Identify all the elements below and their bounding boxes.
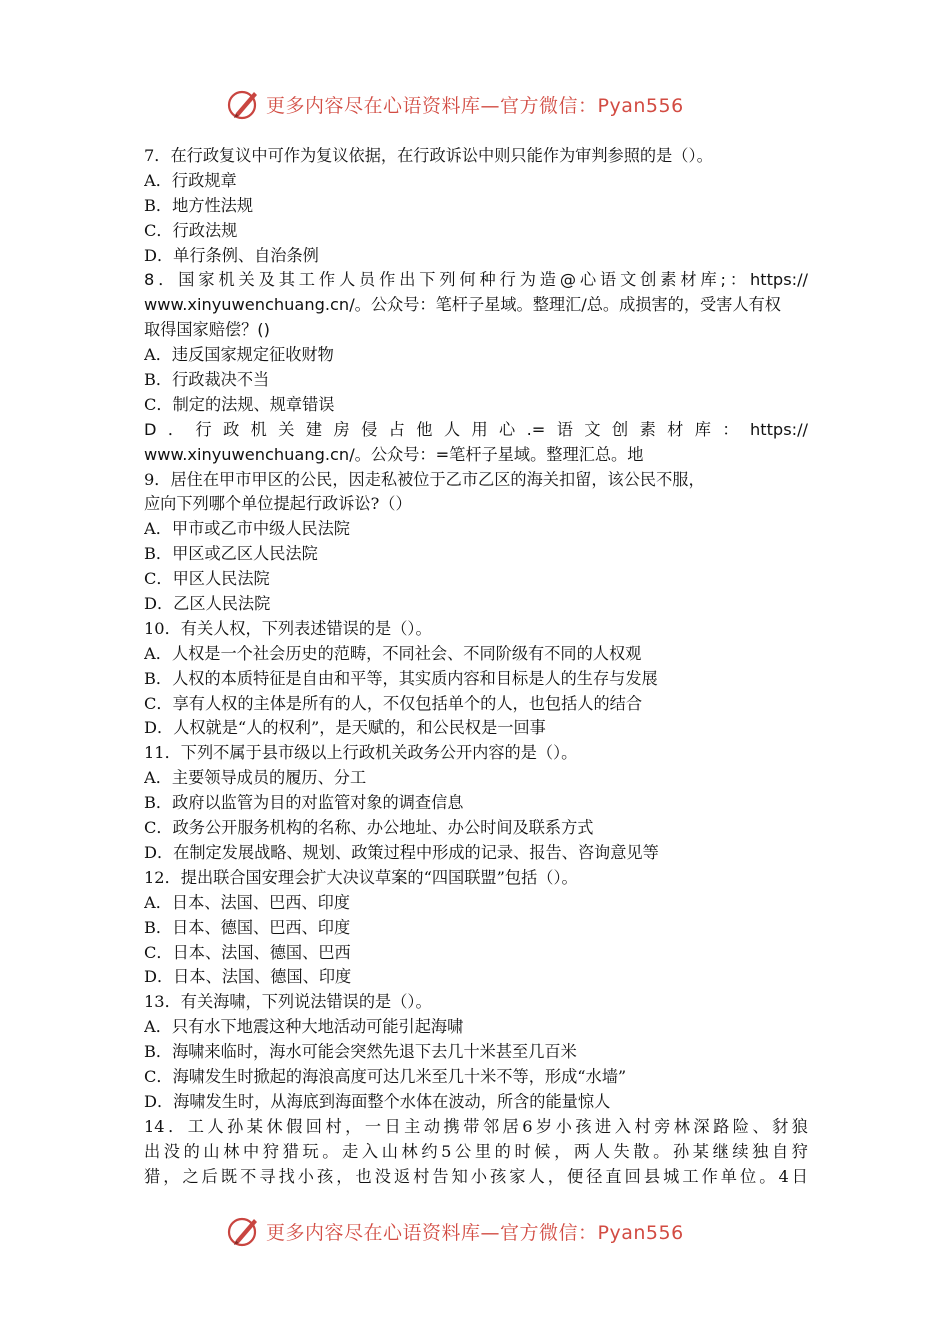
option-line: D．海啸发生时，从海底到海面整个水体在波动，所含的能量惊人	[144, 1091, 611, 1111]
option-line: A．甲市或乙市中级人民法院	[144, 519, 350, 539]
question-12-stem: 12．提出联合国安理会扩大决议草案的“四国联盟”包括（）。	[144, 867, 578, 887]
option-line: A．只有水下地震这种大地活动可能引起海啸	[144, 1017, 464, 1037]
banner-text: 更多内容尽在心语资料库—官方微信：Pyan556	[266, 94, 684, 117]
banner-text: 更多内容尽在心语资料库—官方微信：Pyan556	[266, 1221, 684, 1244]
option-line: B．行政裁决不当	[144, 370, 270, 390]
question-13-stem: 13．有关海啸，下列说法错误的是（）。	[144, 992, 432, 1012]
question-11-stem: 11．下列不属于县市级以上行政机关政务公开内容的是（）。	[144, 743, 578, 763]
option-line: D．在制定发展战略、规划、政策过程中形成的记录、报告、咨询意见等	[144, 842, 659, 862]
option-line: A．违反国家规定征收财物	[144, 345, 334, 365]
question-8-stem-cont: www.xinyuwenchuang.cn/。公众号：笔杆子星域。整理汇/总。成损害的，受害人有权	[144, 295, 781, 315]
question-14-stem-cont: 出没的山林中狩猎玩。走入山林约5公里的时候，两人失散。孙某继续独自狩	[144, 1141, 808, 1161]
option-line: B．人权的本质特征是自由和平等，其实质内容和目标是人的生存与发展	[144, 668, 658, 688]
option-line: C．海啸发生时掀起的海浪高度可达几米至几十米不等，形成“水墙”	[144, 1066, 627, 1086]
document-body	[144, 144, 808, 1189]
question-14-stem-cont: 猎，之后既不寻找小孩，也没返村告知小孩家人，便径直回县城工作单位。4日	[144, 1166, 808, 1186]
option-line: C．日本、法国、德国、巴西	[144, 942, 351, 962]
option-line: C．享有人权的主体是所有的人，不仅包括单个的人，也包括人的结合	[144, 693, 643, 713]
footer-watermark-banner	[226, 1211, 726, 1251]
option-line: C．政务公开服务机构的名称、办公地址、办公时间及联系方式	[144, 818, 594, 838]
option-line: A．行政规章	[144, 170, 237, 190]
option-line: B．政府以监管为目的对监管对象的调查信息	[144, 793, 464, 813]
red-pen-circle-logo-icon	[226, 1213, 262, 1249]
option-line: A．主要领导成员的履历、分工	[144, 768, 367, 788]
question-14-stem: 14．工人孙某休假回村，一日主动携带邻居6岁小孩进入村旁林深路险、豺狼	[144, 1116, 808, 1136]
option-line: D．人权就是“人的权利”，是天赋的，和公民权是一回事	[144, 718, 546, 738]
question-10-stem: 10．有关人权，下列表述错误的是（）。	[144, 618, 432, 638]
option-line: D．乙区人民法院	[144, 594, 271, 614]
option-line: D．日本、法国、德国、印度	[144, 967, 352, 987]
option-line: D．单行条例、自治条例	[144, 245, 319, 265]
header-watermark-banner	[226, 84, 726, 124]
question-8-stem-cont: 取得国家赔偿？()	[144, 320, 270, 340]
option-line: C．行政法规	[144, 220, 238, 240]
option-line: B．地方性法规	[144, 195, 254, 215]
option-line: B．海啸来临时，海水可能会突然先退下去几十米甚至几百米	[144, 1042, 577, 1062]
option-line-watermarked: D．行政机关建房侵占他人用心.=语文创素材库：https://	[144, 419, 808, 439]
option-line: A．日本、法国、巴西、印度	[144, 892, 350, 912]
option-line: C．甲区人民法院	[144, 569, 270, 589]
option-line-watermarked-cont: www.xinyuwenchuang.cn/。公众号：=笔杆子星域。整理汇总。地	[144, 444, 644, 464]
question-9-stem-cont: 应向下列哪个单位提起行政诉讼?（）	[144, 494, 412, 514]
question-8-stem: 8．国家机关及其工作人员作出下列何种行为造@心语文创素材库;：https://	[144, 270, 808, 290]
question-7-stem: 7．在行政复议中可作为复议依据，在行政诉讼中则只能作为审判参照的是（）。	[144, 146, 713, 165]
option-line: C．制定的法规、规章错误	[144, 394, 335, 414]
option-line: B．日本、德国、巴西、印度	[144, 917, 351, 937]
question-9-stem: 9．居住在甲市甲区的公民，因走私被位于乙市乙区的海关扣留，该公民不服，	[144, 469, 705, 489]
option-line: B．甲区或乙区人民法院	[144, 544, 318, 564]
red-pen-circle-logo-icon	[226, 86, 262, 122]
option-line: A．人权是一个社会历史的范畴，不同社会、不同阶级有不同的人权观	[144, 643, 642, 663]
